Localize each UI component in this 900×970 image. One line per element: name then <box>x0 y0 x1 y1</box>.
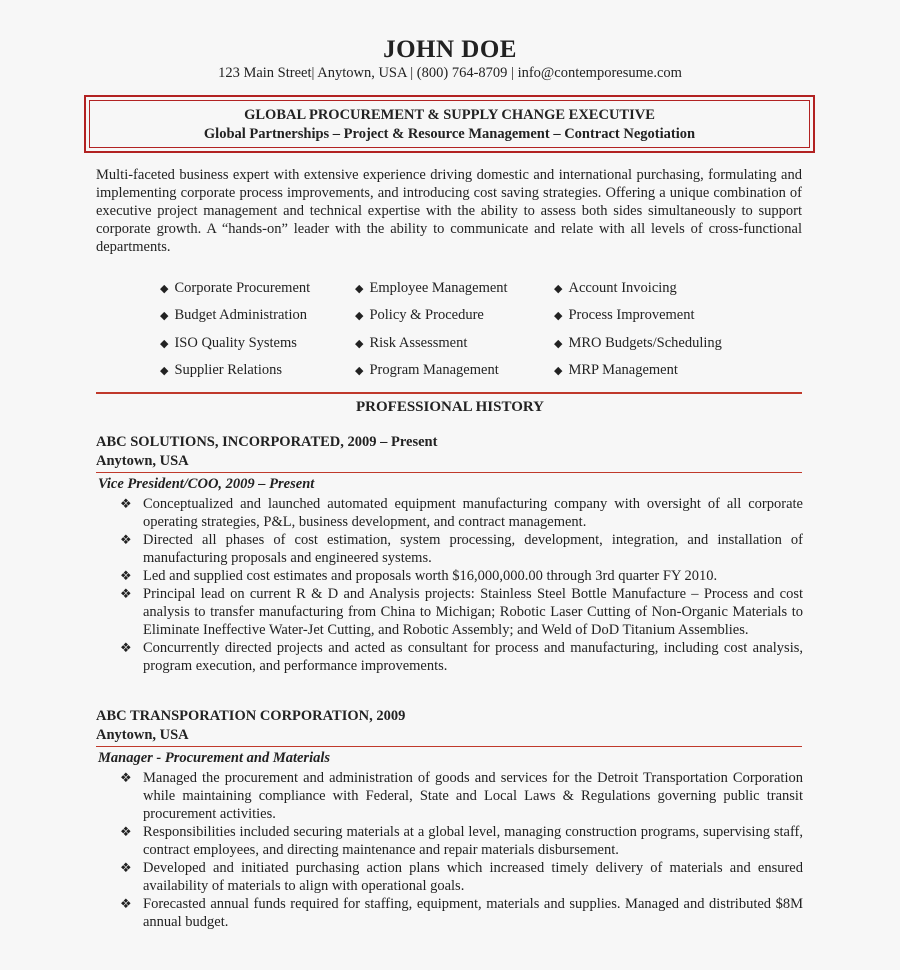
list-item <box>117 639 803 675</box>
list-item <box>117 859 803 895</box>
diamond-cross-bullet-icon: ❖ <box>120 860 132 875</box>
diamond-bullet-icon: ◆ <box>554 364 563 377</box>
skill-item <box>554 280 774 307</box>
company-name: ABC TRANSPORATION CORPORATION, 2009 <box>96 708 406 724</box>
skills-grid <box>160 280 780 389</box>
list-item <box>117 585 803 639</box>
contact-line: 123 Main Street| Anytown, USA | (800) 764-8709 | info@contemporesume.com <box>218 65 682 81</box>
job-role: Vice President/COO, 2009 – Present <box>98 476 315 492</box>
diamond-bullet-icon: ◆ <box>160 364 169 377</box>
list-item <box>117 567 803 585</box>
job-bullets <box>117 769 803 931</box>
skill-label: MRO Budgets/Scheduling <box>568 334 722 351</box>
skills-row <box>160 280 780 307</box>
skill-item <box>160 362 355 389</box>
diamond-cross-bullet-icon: ❖ <box>120 770 132 785</box>
skill-item <box>554 362 774 389</box>
job-role: Manager - Procurement and Materials <box>98 750 331 766</box>
diamond-cross-bullet-icon: ❖ <box>120 896 132 911</box>
bullet-text: Principal lead on current R & D and Analysis projects: Stainless Steel Bottle Manufacture – Process and cost analysis to transfer manufacturing from China to Michigan; Robotic Laser Cutting of Non-Organic Materials to Eliminate Ineffective Water-Jet Cutting, and Robotic Assembly; and Weld of DoD Titanium Assemblies. <box>143 586 803 638</box>
diamond-bullet-icon: ◆ <box>554 337 563 350</box>
skill-label: Corporate Procurement <box>174 280 311 296</box>
bullet-text: Conceptualized and launched automated equipment manufacturing company with oversight of all corporate operating strategies, P&L, business development, and contract management. <box>143 496 803 530</box>
bullet-text: Developed and initiated purchasing action plans which increased timely delivery of materials and ensured availability of materials to align with operational goals. <box>143 860 803 894</box>
list-item <box>117 769 803 823</box>
headline-box-inner <box>89 100 810 148</box>
skill-item <box>554 335 774 362</box>
diamond-cross-bullet-icon: ❖ <box>120 824 132 839</box>
bullet-text: Concurrently directed projects and acted as consultant for process and manufacturing, including cost analysis, program execution, and performance improvements. <box>143 640 803 674</box>
candidate-name: JOHN DOE <box>383 36 517 63</box>
bullet-text: Managed the procurement and administration of goods and services for the Detroit Transportation Corporation while maintaining compliance with Federal, State and Local Laws & Regulations governing public transit procurement activities. <box>143 770 803 822</box>
diamond-bullet-icon: ◆ <box>355 364 364 377</box>
diamond-bullet-icon: ◆ <box>554 310 563 323</box>
diamond-cross-bullet-icon: ❖ <box>120 496 132 511</box>
bullet-text: Responsibilities included securing materials at a global level, managing construction programs, supervising staff, contract employees, and directing maintenance and repair materials disbursement. <box>143 824 803 858</box>
headline-subtitle: Global Partnerships – Project & Resource Management – Contract Negotiation <box>203 126 696 142</box>
diamond-bullet-icon: ◆ <box>355 310 364 323</box>
skill-item <box>554 307 774 334</box>
skill-item <box>355 335 554 362</box>
section-title: PROFESSIONAL HISTORY <box>356 399 544 415</box>
skill-label: Process Improvement <box>568 307 695 324</box>
list-item <box>117 531 803 567</box>
diamond-cross-bullet-icon: ❖ <box>120 640 132 655</box>
diamond-bullet-icon: ◆ <box>160 283 169 295</box>
skill-item <box>160 307 355 334</box>
section-divider <box>96 392 802 394</box>
skill-label: Program Management <box>369 361 499 378</box>
skill-item <box>355 362 554 389</box>
company-location: Anytown, USA <box>96 453 189 469</box>
diamond-bullet-icon: ◆ <box>355 283 364 295</box>
headline-title: GLOBAL PROCUREMENT & SUPPLY CHANGE EXECUTIVE <box>244 107 655 123</box>
diamond-cross-bullet-icon: ❖ <box>120 568 132 583</box>
diamond-cross-bullet-icon: ❖ <box>120 586 132 601</box>
skills-row <box>160 307 780 334</box>
skill-item <box>355 280 554 307</box>
list-item <box>117 495 803 531</box>
diamond-cross-bullet-icon: ❖ <box>120 532 132 547</box>
skills-row <box>160 335 780 362</box>
list-item <box>117 823 803 859</box>
company-name: ABC SOLUTIONS, INCORPORATED, 2009 – Present <box>96 434 438 450</box>
skill-label: Account Invoicing <box>568 280 677 296</box>
headline-box <box>84 95 815 153</box>
skill-label: Budget Administration <box>174 307 307 324</box>
list-item <box>117 895 803 931</box>
bullet-text: Forecasted annual funds required for staffing, equipment, materials and supplies. Managed and distributed $8M annual budget. <box>143 896 803 930</box>
bullet-text: Directed all phases of cost estimation, system processing, development, integration, and installation of manufacturing proposals and engineered systems. <box>143 532 803 566</box>
job-bullets <box>117 495 803 675</box>
skill-label: Risk Assessment <box>369 334 468 351</box>
skill-label: Supplier Relations <box>174 361 283 378</box>
diamond-bullet-icon: ◆ <box>355 337 364 350</box>
job-divider <box>96 472 802 473</box>
skills-row <box>160 362 780 389</box>
diamond-bullet-icon: ◆ <box>554 283 563 295</box>
diamond-bullet-icon: ◆ <box>160 337 169 350</box>
skill-item <box>160 280 355 307</box>
skill-item <box>160 335 355 362</box>
skill-label: Employee Management <box>369 280 508 296</box>
skill-label: ISO Quality Systems <box>174 334 297 351</box>
company-location: Anytown, USA <box>96 727 189 743</box>
bullet-text: Led and supplied cost estimates and proposals worth $16,000,000.00 through 3rd quarter FY 2010. <box>143 568 718 584</box>
job-divider <box>96 746 802 747</box>
skill-item <box>355 307 554 334</box>
skill-label: Policy & Procedure <box>369 307 484 324</box>
summary-paragraph: Multi-faceted business expert with extensive experience driving domestic and international purchasing, formulating and implementing corporate process improvements, and introducing cost saving strategies. Offering a unique combination of executive project management and technical expertise with the ability to assess both sides simultaneously to support corporate growth. A “hands-on” leader with the ability to communicate and relate with all levels of cross-functional departments. <box>96 167 802 255</box>
diamond-bullet-icon: ◆ <box>160 310 169 323</box>
skill-label: MRP Management <box>568 361 678 378</box>
